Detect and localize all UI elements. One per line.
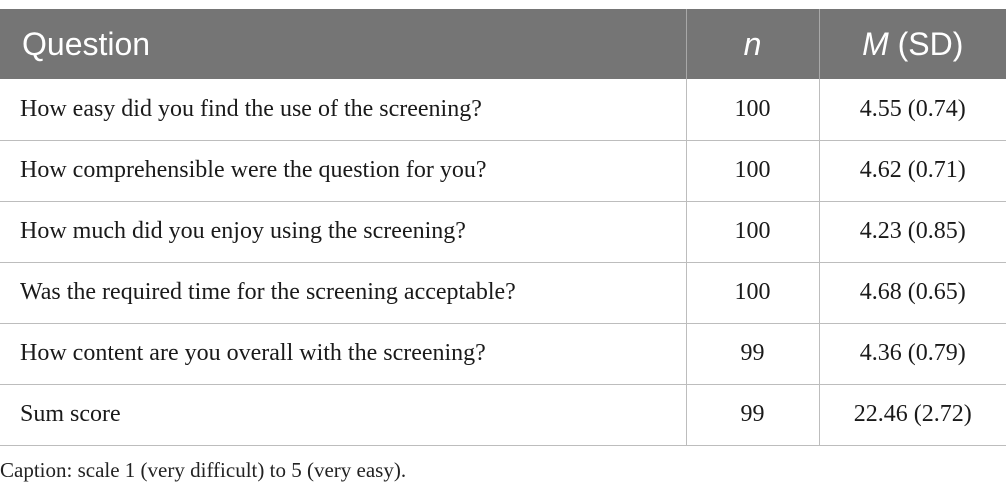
mean-sd-cell: 4.23 (0.85) xyxy=(859,218,966,244)
n-cell: 100 xyxy=(686,79,819,140)
table-caption: Caption: scale 1 (very difficult) to 5 (very easy). xyxy=(0,458,407,482)
results-table xyxy=(0,9,1006,446)
mean-sd-cell: 4.36 (0.79) xyxy=(859,340,966,366)
header-row xyxy=(0,9,1006,79)
table-header xyxy=(0,9,1006,79)
n-cell: 100 xyxy=(686,140,819,201)
mean-sd-cell: 22.46 (2.72) xyxy=(853,401,972,427)
results-table-container xyxy=(0,9,1006,446)
n-cell: 99 xyxy=(686,384,819,445)
question-cell: How easy did you find the use of the screening? xyxy=(0,79,686,140)
question-cell: Sum score xyxy=(0,384,686,445)
n-cell: 100 xyxy=(686,201,819,262)
header-n xyxy=(686,9,819,79)
header-question: Question xyxy=(0,9,686,79)
n-cell: 99 xyxy=(686,323,819,384)
question-cell: How much did you enjoy using the screening? xyxy=(0,201,686,262)
table-row xyxy=(0,384,1006,445)
table-row xyxy=(0,262,1006,323)
table-row xyxy=(0,323,1006,384)
n-cell: 100 xyxy=(686,262,819,323)
table-body xyxy=(0,79,1006,445)
table-row xyxy=(0,140,1006,201)
question-cell: How comprehensible were the question for you? xyxy=(0,140,686,201)
table-row xyxy=(0,201,1006,262)
table-row xyxy=(0,79,1006,140)
mean-sd-cell: 4.62 (0.71) xyxy=(859,157,966,183)
mean-sd-cell: 4.68 (0.65) xyxy=(859,279,966,305)
header-mean-sd xyxy=(819,9,1006,79)
mean-sd-cell: 4.55 (0.74) xyxy=(859,95,966,122)
header-sd-label: (SD) xyxy=(888,25,964,62)
header-n-label: n xyxy=(743,25,762,62)
header-mean-label: M xyxy=(862,25,889,62)
question-cell: How content are you overall with the screening? xyxy=(0,323,686,384)
question-cell: Was the required time for the screening acceptable? xyxy=(0,262,686,323)
